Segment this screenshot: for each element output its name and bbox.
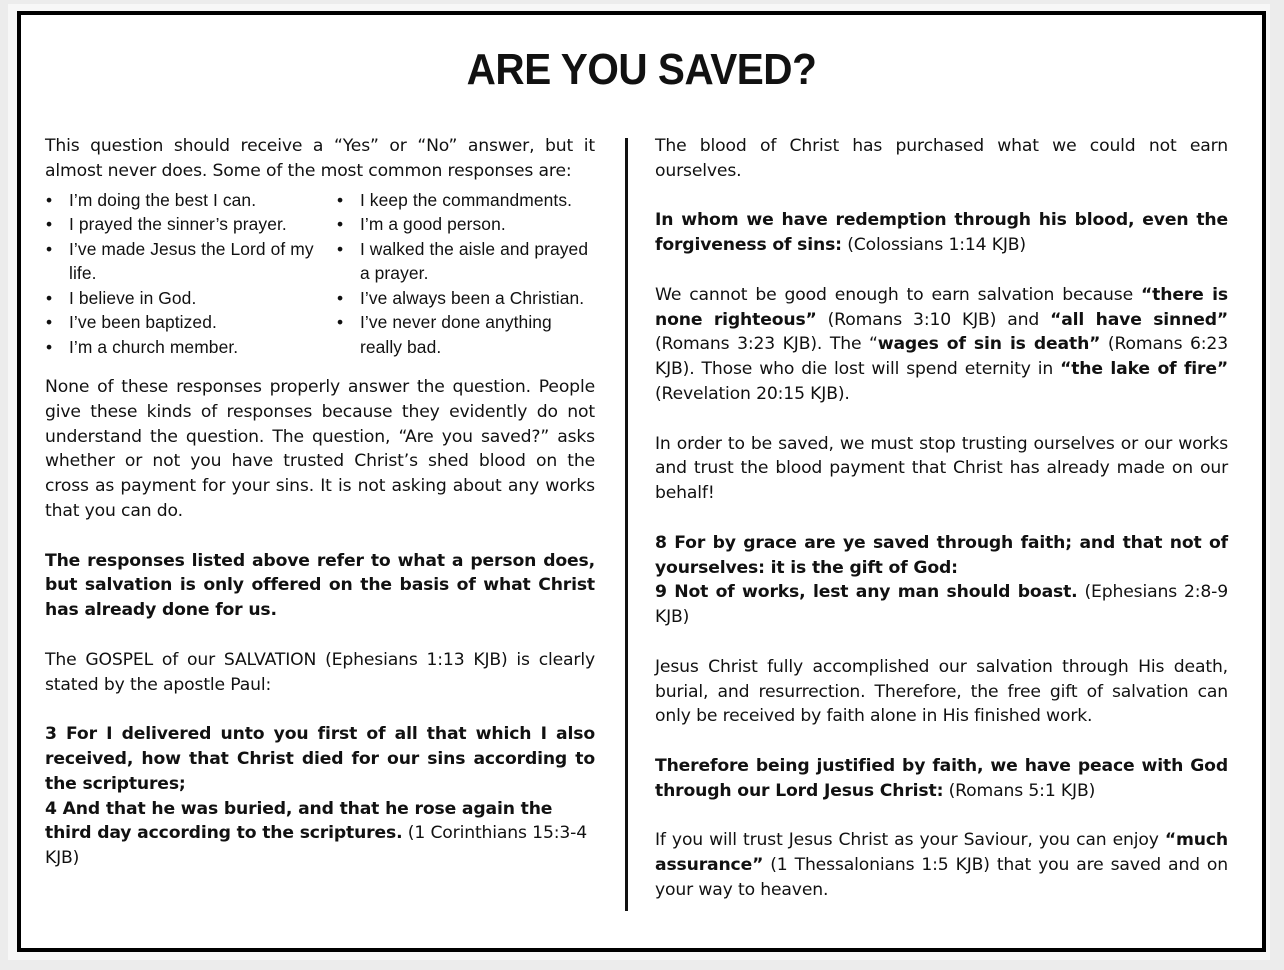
response-item [336, 286, 595, 311]
ephesians-verse-9 [655, 580, 1228, 630]
response-text: I’ve always been a Christian. [359, 287, 585, 308]
response-item [336, 310, 595, 359]
verse-4: 4 And that he was buried, and that he rose again the third day according to the scriptures. [45, 798, 553, 844]
bullet-icon: • [46, 214, 53, 235]
jesus-paragraph: Jesus Christ fully accomplished our salvation through His death, burial, and resurrection. Therefore, the free gift of salvation can only be received by faith alone in His finished work. [655, 656, 1228, 727]
colossians-verse-text: In whom we have redemption through his blood, even the forgiveness of sins: [655, 210, 1228, 256]
verse-9: 9 Not of works, lest any man should boast. [655, 582, 1078, 603]
blood-paragraph: The blood of Christ has purchased what we could not earn ourselves. [655, 136, 1228, 181]
response-text: I’m doing the best I can. [69, 189, 257, 210]
text-run: (Romans 3:23 KJB). The “ [655, 334, 878, 355]
none-paragraph: None of these responses properly answer the question. People give these kinds of responses because they evidently do not understand the question. The question, “Are you saved?” asks whether or not you have trusted Christ’s shed blood on the cross as payment for your sins. It is not asking about any works that you can do. [45, 377, 595, 522]
ephesians-verse-8 [655, 531, 1228, 581]
quote-none-righteous: “there is none righteous” [655, 284, 1229, 330]
response-item [336, 212, 595, 237]
responses-bold-paragraph [45, 549, 595, 623]
quote-all-have-sinned: “all have sinned” [1050, 309, 1228, 330]
response-item [336, 188, 595, 213]
verse-8: 8 For by grace are ye saved through faith; and that not of yourselves: it is the gift of God: [655, 532, 1228, 578]
colossians-reference: (Colossians 1:14 KJB) [841, 235, 1026, 256]
intro-paragraph: This question should receive a “Yes” or “No” answer, but it almost never does. Some of the most common responses are: [45, 136, 595, 181]
page-title: ARE YOU SAVED? [466, 45, 817, 94]
text-run: We cannot be good enough to earn salvation because [655, 284, 1142, 305]
bullet-icon: • [46, 238, 53, 259]
verse-4-reference: (1 Corinthians 15:3-4 KJB) [45, 823, 587, 869]
responses-list [45, 188, 595, 360]
gospel-paragraph: The GOSPEL of our SALVATION (Ephesians 1:13 KJB) is clearly stated by the apostle Paul: [45, 649, 595, 695]
bullet-icon: • [336, 214, 344, 235]
text-run: (Revelation 20:15 KJB). [655, 383, 850, 404]
text-run: (Romans 3:10 KJB) and [816, 309, 1051, 330]
in-order-paragraph: In order to be saved, we must stop trusting ourselves or our works and trust the blood payment that Christ has already made on our behalf! [655, 433, 1228, 504]
response-text: I’ve made Jesus the Lord of my life. [69, 238, 314, 284]
text-run: If you will trust Jesus Christ as your Saviour, you can enjoy [655, 830, 1165, 851]
responses-bold-text: The responses listed above refer to what a person does, but salvation is only offered on the basis of what Christ has already done for us. [45, 550, 595, 621]
romans-verse-text: Therefore being justified by faith, we have peace with God through our Lord Jesus Christ: [655, 755, 1228, 801]
column-divider [625, 138, 628, 911]
quote-much-assurance: “much assurance” [655, 830, 1228, 876]
response-item [45, 188, 336, 213]
responses-list-col2 [336, 188, 595, 360]
tract-frame [17, 11, 1266, 952]
colossians-verse [655, 208, 1228, 258]
verse-3: 3 For I delivered unto you first of all that which I also received, how that Christ died for our sins according to the scriptures; [45, 724, 595, 794]
responses-list-col1 [45, 188, 336, 360]
response-text: I prayed the sinner’s prayer. [69, 214, 287, 235]
corinthians-verse [45, 722, 595, 796]
response-text: I walked the aisle and prayed a prayer. [359, 238, 589, 284]
bullet-icon: • [46, 312, 53, 333]
response-item [45, 310, 336, 335]
quote-lake-of-fire: “the lake of fire” [1060, 359, 1228, 380]
right-column [655, 134, 1228, 928]
romans-verse [655, 754, 1228, 804]
bullet-icon: • [336, 287, 344, 308]
text-run: (Romans 6:23 KJB). Those who die lost will spend eternity in [655, 334, 1228, 380]
bullet-icon: • [336, 312, 344, 333]
response-text: I’m a church member. [69, 336, 239, 357]
response-item [45, 237, 336, 286]
response-item [336, 237, 595, 286]
bullet-icon: • [336, 189, 344, 210]
quote-wages-of-sin: wages of sin is death” [877, 334, 1101, 355]
text-run: (1 Thessalonians 1:5 KJB) that you are saved and on your way to heaven. [655, 855, 1228, 900]
bullet-icon: • [46, 189, 53, 210]
response-item [45, 335, 336, 360]
response-text: I keep the commandments. [359, 189, 573, 210]
bullet-icon: • [46, 287, 53, 308]
bullet-icon: • [336, 238, 344, 259]
response-text: I’m a good person. [359, 214, 506, 235]
response-text: I’ve never done anything really bad. [359, 312, 552, 357]
final-paragraph [655, 828, 1228, 902]
response-text: I believe in God. [69, 287, 197, 308]
corinthians-verse-4 [45, 797, 595, 871]
romans-reference: (Romans 5:1 KJB) [943, 780, 1096, 801]
good-enough-paragraph [655, 283, 1228, 407]
bullet-icon: • [46, 336, 53, 357]
response-text: I’ve been baptized. [69, 312, 217, 333]
ephesians-reference: (Ephesians 2:8-9 KJB) [655, 582, 1228, 628]
left-column [45, 134, 595, 896]
response-item [45, 286, 336, 311]
response-item [45, 212, 336, 237]
